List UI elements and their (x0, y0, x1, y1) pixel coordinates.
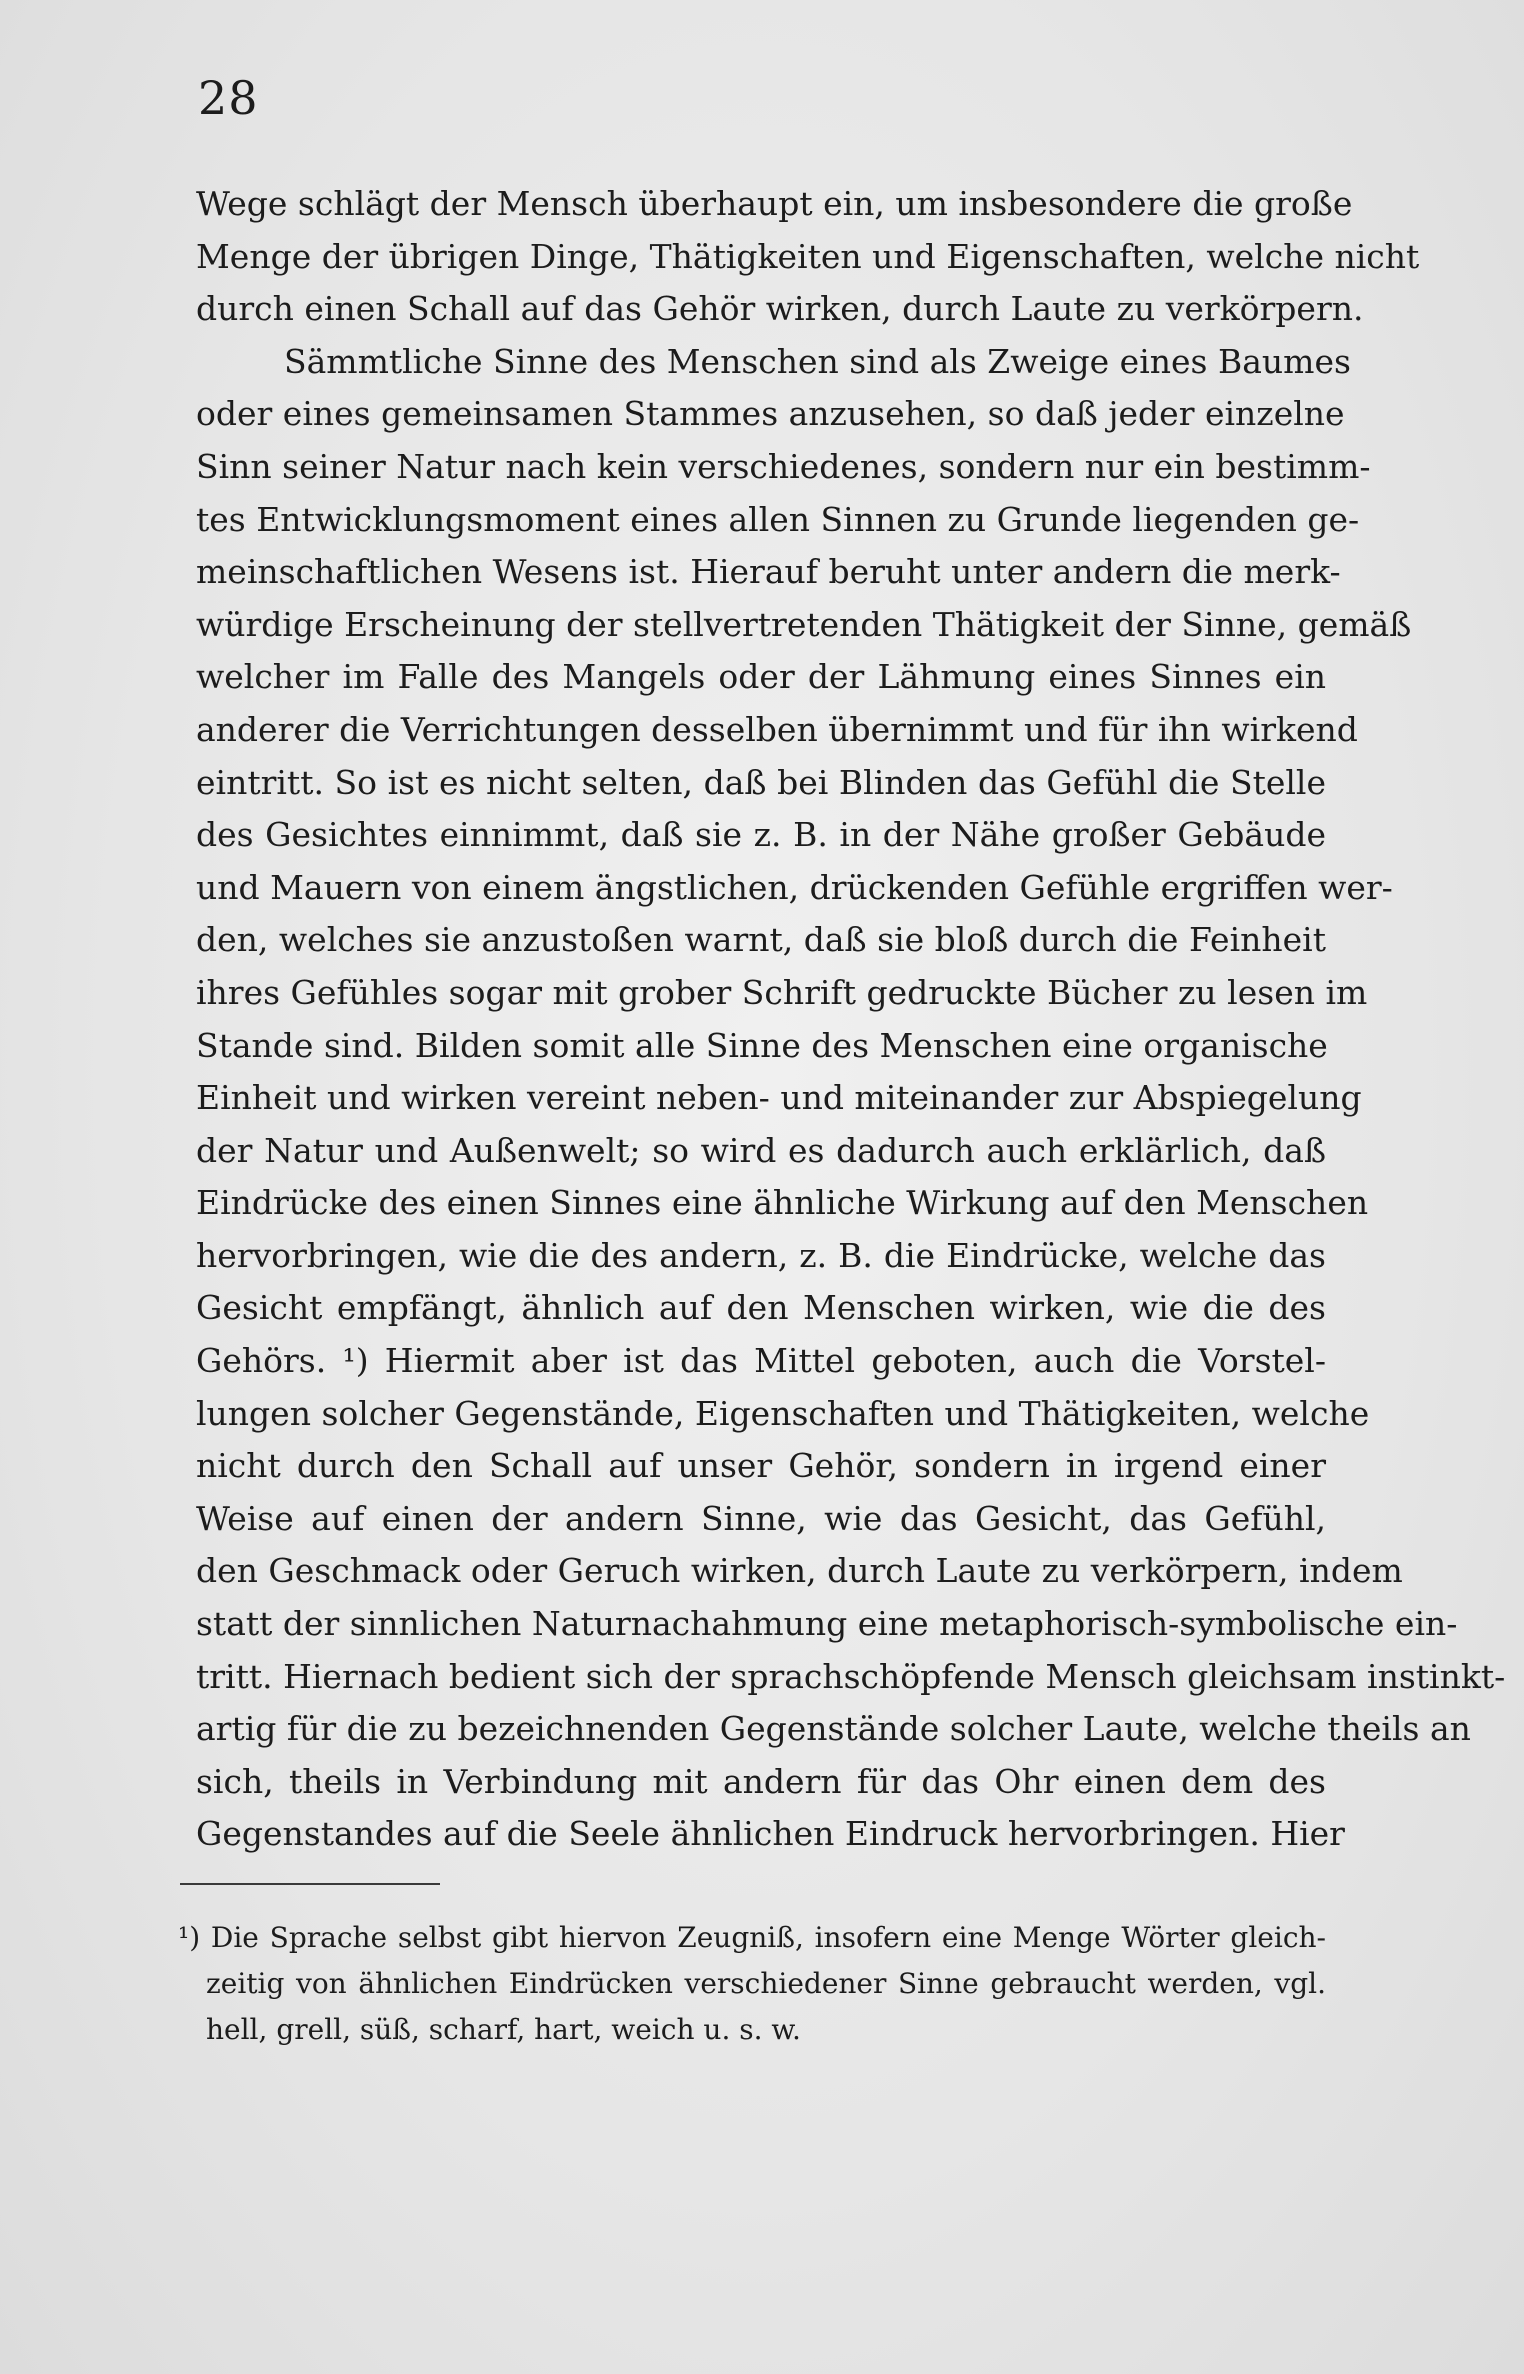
body-line: Gegenstandes auf die Seele ähnlichen Eindruck hervorbringen. Hier (196, 1814, 1345, 1854)
footnote-line: ¹) Die Sprache selbst gibt hiervon Zeugniß, insofern eine Menge Wörter gleich- (178, 1921, 1326, 1954)
body-line: sich, theils in Verbindung mit andern für das Ohr einen dem des (196, 1761, 1326, 1801)
footnote-line: hell, grell, süß, scharf, hart, weich u. s. w. (206, 2013, 801, 2046)
body-line: eintritt. So ist es nicht selten, daß bei Blinden das Gefühl die Stelle (196, 762, 1326, 802)
body-line: und Mauern von einem ängstlichen, drückenden Gefühle ergriffen wer- (196, 867, 1393, 907)
footnote (178, 1915, 1326, 2053)
body-line: statt der sinnlichen Naturnachahmung eine metaphorisch-symbolische ein- (196, 1604, 1458, 1644)
body-line: Gesicht empfängt, ähnlich auf den Menschen wirken, wie die des (196, 1288, 1326, 1328)
body-line: tes Entwicklungsmoment eines allen Sinnen zu Grunde liegenden ge- (196, 499, 1360, 539)
body-line: anderer die Verrichtungen desselben übernimmt und für ihn wirkend (196, 709, 1358, 749)
body-line: Menge der übrigen Dinge, Thätigkeiten und Eigenschaften, welche nicht (196, 236, 1420, 276)
body-line: der Natur und Außenwelt; so wird es dadurch auch erklärlich, daß (196, 1130, 1326, 1170)
body-line: Sinn seiner Natur nach kein verschiedenes, sondern nur ein bestimm- (196, 446, 1371, 486)
body-line: Gehörs. ¹) Hiermit aber ist das Mittel geboten, auch die Vorstel- (196, 1341, 1326, 1381)
body-line: des Gesichtes einnimmt, daß sie z. B. in der Nähe großer Gebäude (196, 815, 1326, 855)
body-line: artig für die zu bezeichnenden Gegenstände solcher Laute, welche theils an (196, 1709, 1471, 1749)
body-line: meinschaftlichen Wesens ist. Hierauf beruht unter andern die merk- (196, 552, 1341, 592)
body-line: nicht durch den Schall auf unser Gehör, sondern in irgend einer (196, 1446, 1326, 1486)
body-line: welcher im Falle des Mangels oder der Lähmung eines Sinnes ein (196, 657, 1326, 697)
page-number: 28 (198, 71, 259, 125)
body-line: lungen solcher Gegenstände, Eigenschaften und Thätigkeiten, welche (196, 1393, 1370, 1433)
body-line: würdige Erscheinung der stellvertretenden Thätigkeit der Sinne, gemäß (196, 604, 1412, 644)
body-line: hervorbringen, wie die des andern, z. B. die Eindrücke, welche das (196, 1235, 1326, 1275)
body-line: Wege schlägt der Mensch überhaupt ein, um insbesondere die große (196, 184, 1353, 223)
body-line: oder eines gemeinsamen Stammes anzusehen, so daß jeder einzelne (196, 394, 1345, 434)
body-line: Stande sind. Bilden somit alle Sinne des Menschen eine organische (196, 1025, 1328, 1065)
body-line: Eindrücke des einen Sinnes eine ähnliche Wirkung auf den Menschen (196, 1183, 1369, 1223)
body-line: Sämmtliche Sinne des Menschen sind als Zweige eines Baumes (284, 341, 1351, 381)
body-line: Einheit und wirken vereint neben- und miteinander zur Abspiegelung (196, 1078, 1362, 1118)
body-line: ihres Gefühles sogar mit grober Schrift gedruckte Bücher zu lesen im (196, 972, 1368, 1012)
footnote-line: zeitig von ähnlichen Eindrücken verschiedener Sinne gebraucht werden, vgl. (206, 1967, 1326, 2000)
footnote-separator (180, 1883, 440, 1885)
body-text (196, 178, 1506, 1861)
body-line: den Geschmack oder Geruch wirken, durch Laute zu verkörpern, indem (196, 1551, 1403, 1591)
body-line: Weise auf einen der andern Sinne, wie das Gesicht, das Gefühl, (196, 1498, 1326, 1538)
body-line: tritt. Hiernach bedient sich der sprachschöpfende Mensch gleichsam instinkt- (196, 1656, 1506, 1696)
body-line: durch einen Schall auf das Gehör wirken, durch Laute zu verkörpern. (196, 289, 1364, 329)
body-line: den, welches sie anzustoßen warnt, daß sie bloß durch die Feinheit (196, 920, 1326, 960)
